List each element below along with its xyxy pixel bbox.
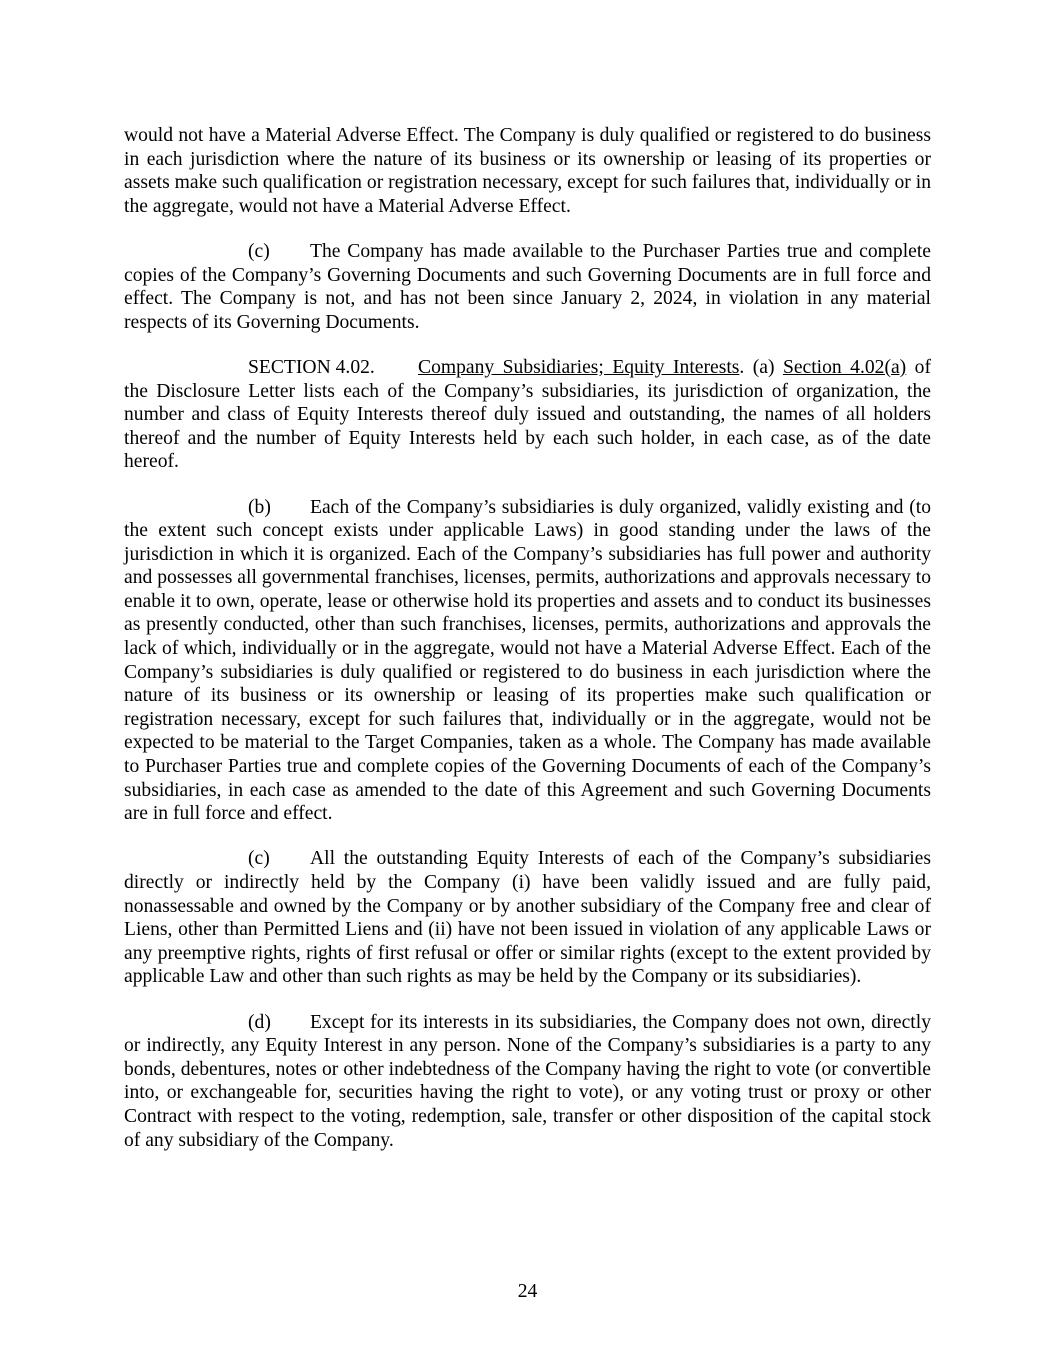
page-number: 24 <box>517 1281 538 1302</box>
paragraph-text: Except for its interests in its subsidiaries, the Company does not own, directly or indirectly, any Equity Interest in any person. None of the Company’s subsidiaries is a party to any bonds, debentures, notes or other indebtedness of the Company having the right to vote (or convertible into, or exchangeable for, securities having the right to vote), or any voting trust or proxy or other Contract with respect to the voting, redemption, sale, transfer or other disposition of the capital stock of any subsidiary of the Company. <box>124 1011 931 1151</box>
section-reference: Section 4.02(a) <box>782 356 907 378</box>
subsection-label: (d) <box>248 1011 271 1033</box>
subsection-label: (c) <box>248 848 270 870</box>
subsection-label: (c) <box>248 240 270 262</box>
paragraph-4-02-c <box>124 847 931 989</box>
section-4-02-paragraph <box>124 356 931 474</box>
section-number: SECTION 4.02. <box>248 356 375 378</box>
document-page <box>124 124 931 1174</box>
paragraph-continuation <box>124 124 931 218</box>
paragraph-text: Each of the Company’s subsidiaries is duly organized, validly existing and (to the extent such concept exists under applicable Laws) in good standing under the laws of the jurisdiction in which it is organized. Each of the Company’s subsidiaries has full power and authority and possesses all governmental franchises, licenses, permits, authorizations and approvals necessary to enable it to own, operate, lease or otherwise hold its properties and assets and to conduct its businesses as presently conducted, other than such franchises, licenses, permits, authorizations and approvals the lack of which, individually or in the aggregate, would not have a Material Adverse Effect. Each of the Company’s subsidiaries is duly qualified or registered to do business in each jurisdiction where the nature of its business or its ownership or leasing of its properties make such qualification or registration necessary, except for such failures that, individually or in the aggregate, would not be expected to be material to the Target Companies, taken as a whole. The Company has made available to Purchaser Parties true and complete copies of the Governing Documents of each of the Company’s subsidiaries, in each case as amended to the date of this Agreement and such Governing Documents are in full force and effect. <box>124 496 931 825</box>
paragraph-text: of the Disclosure Letter lists each of the Company’s subsidiaries, its jurisdiction of organization, the number and class of Equity Interests thereof duly issued and outstanding, the names of all holders thereof and the number of Equity Interests held by each such holder, in each case, as of the date hereof. <box>124 356 931 473</box>
paragraph-4-01-c <box>124 240 931 334</box>
paragraph-text: The Company has made available to the Purchaser Parties true and complete copies of the Company’s Governing Documents and such Governing Documents are in full force and effect. The Company is not, and has not been since January 2, 2024, in violation in any material respects of its Governing Documents. <box>124 240 931 333</box>
paragraph-text: All the outstanding Equity Interests of each of the Company’s subsidiaries directly or indirectly held by the Company (i) have been validly issued and are fully paid, nonassessable and owned by the Company or by another subsidiary of the Company free and clear of Liens, other than Permitted Liens and (ii) have not been issued in violation of any applicable Laws or any preemptive rights, rights of first refusal or offer or similar rights (except to the extent provided by applicable Law and other than such rights as may be held by the Company or its subsidiaries). <box>124 848 931 988</box>
section-title-separator: . (a) <box>739 356 783 378</box>
paragraph-4-02-b <box>124 496 931 826</box>
paragraph-4-02-d <box>124 1011 931 1153</box>
section-title: Company Subsidiaries; Equity Interests <box>418 356 740 378</box>
paragraph-text: would not have a Material Adverse Effect. The Company is duly qualified or registered to do business in each jurisdiction where the nature of its business or its ownership or leasing of its properties or assets make such qualification or registration necessary, except for such failures that, individually or in the aggregate, would not have a Material Adverse Effect. <box>124 125 931 217</box>
subsection-label: (b) <box>248 496 271 518</box>
